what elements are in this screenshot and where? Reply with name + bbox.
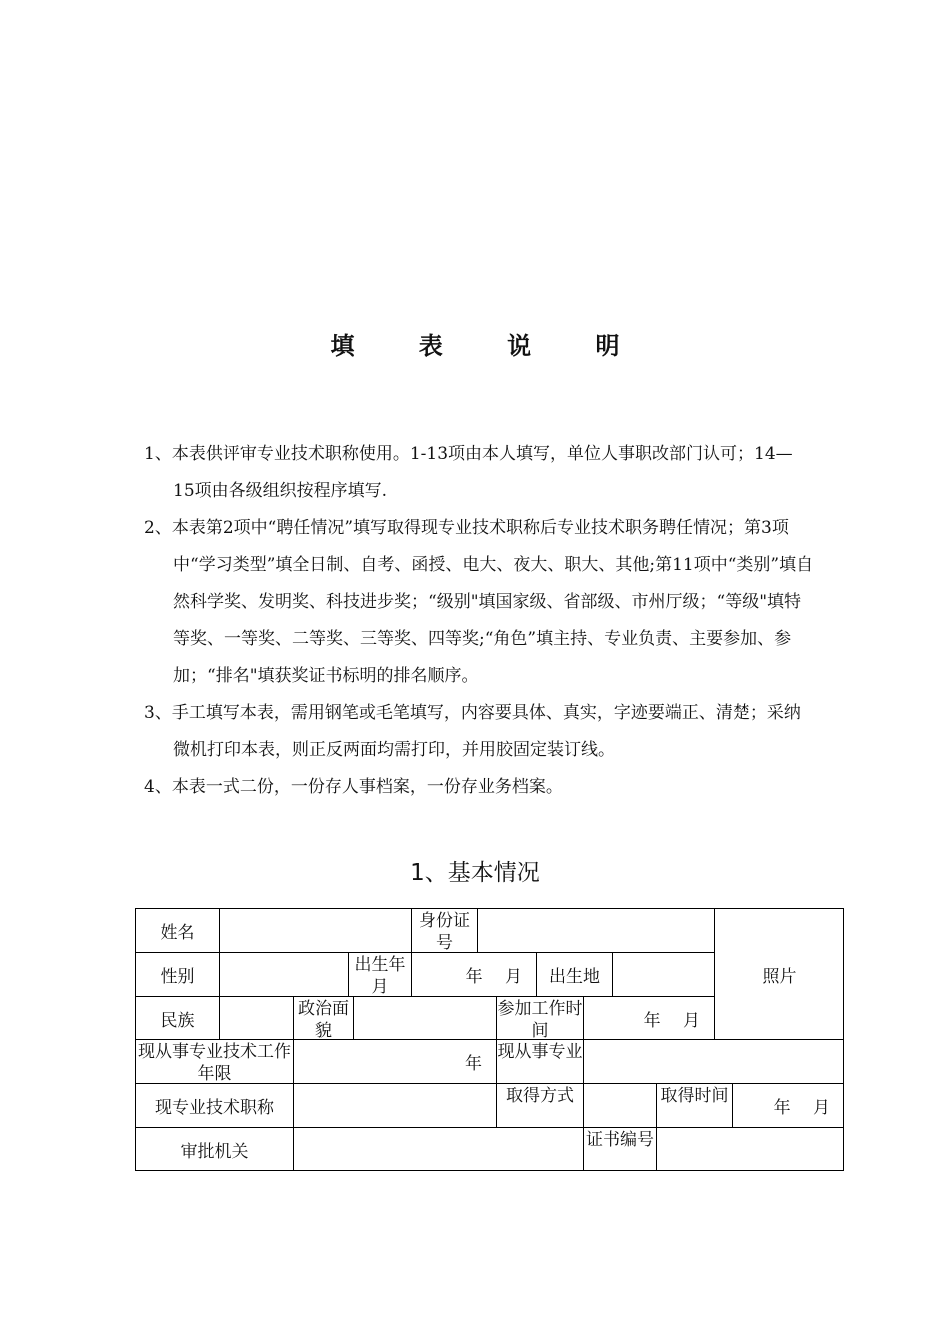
id-label: 身份证号 xyxy=(412,909,478,953)
instructions-list xyxy=(144,436,814,806)
ethnicity-label: 民族 xyxy=(136,997,220,1040)
gender-label: 性别 xyxy=(136,953,220,997)
work-start-field[interactable]: 年 月 xyxy=(584,997,715,1040)
instruction-item-4: 4、本表一式二份，一份存人事档案，一份存业务档案。 xyxy=(144,777,563,797)
id-field[interactable] xyxy=(478,909,715,953)
approval-field[interactable] xyxy=(294,1128,584,1171)
obtain-time-label: 取得时间 xyxy=(657,1084,733,1128)
instruction-item-3: 3、手工填写本表，需用钢笔或毛笔填写，内容要具体、真实，字迹要端正、清楚；采纳微机打印本表，则正反两面均需打印，并用胶固定装订线。 xyxy=(144,703,801,760)
politics-label: 政治面貌 xyxy=(294,997,354,1040)
birthplace-label: 出生地 xyxy=(537,953,613,997)
birth-label: 出生年月 xyxy=(349,953,412,997)
approval-label: 审批机关 xyxy=(136,1128,294,1171)
instructions-title: 填 表 说 明 xyxy=(330,331,648,360)
politics-field[interactable] xyxy=(354,997,497,1040)
name-label: 姓名 xyxy=(136,909,220,953)
obtain-method-label: 取得方式 xyxy=(497,1084,584,1128)
current-major-field[interactable] xyxy=(584,1040,844,1084)
title-label: 现专业技术职称 xyxy=(136,1084,294,1128)
photo-box[interactable]: 照片 xyxy=(715,909,844,1040)
gender-field[interactable] xyxy=(220,953,349,997)
obtain-time-field[interactable]: 年 月 xyxy=(733,1084,844,1128)
instruction-item-1: 1、本表供评审专业技术职称使用。1-13项由本人填写，单位人事职改部门认可；14—15项由各级组织按程序填写. xyxy=(144,444,793,501)
basic-info-form xyxy=(135,908,844,1171)
work-start-label: 参加工作时间 xyxy=(497,999,583,1040)
cert-no-label: 证书编号 xyxy=(584,1128,657,1171)
birthplace-field[interactable] xyxy=(613,953,715,997)
section-title: 1、基本情况 xyxy=(410,860,540,886)
ethnicity-field[interactable] xyxy=(220,997,294,1040)
tech-years-label: 现从事专业技术工作年限 xyxy=(136,1040,294,1084)
instruction-item-2: 2、本表第2项中“聘任情况”填写取得现专业技术职称后专业技术职务聘任情况；第3项中“学习类型”填全日制、自考、函授、电大、夜大、职大、其他;第11项中“类别”填自然科学奖、发明奖、科技进步奖；“级别"填国家级、省部级、市州厅级；“等级"填特等奖、一等奖、二等奖、三等奖、四等奖;“角色”填主持、专业负责、主要参加、参加；“排名"填获奖证书标明的排名顺序。 xyxy=(144,518,814,686)
obtain-method-field[interactable] xyxy=(584,1084,657,1128)
current-major-label: 现从事专业 xyxy=(497,1040,584,1084)
cert-no-field[interactable] xyxy=(657,1128,844,1171)
birth-field[interactable]: 年 月 xyxy=(412,953,537,997)
name-field[interactable] xyxy=(220,909,412,953)
title-field[interactable] xyxy=(294,1084,497,1128)
tech-years-field[interactable]: 年 xyxy=(294,1040,497,1084)
